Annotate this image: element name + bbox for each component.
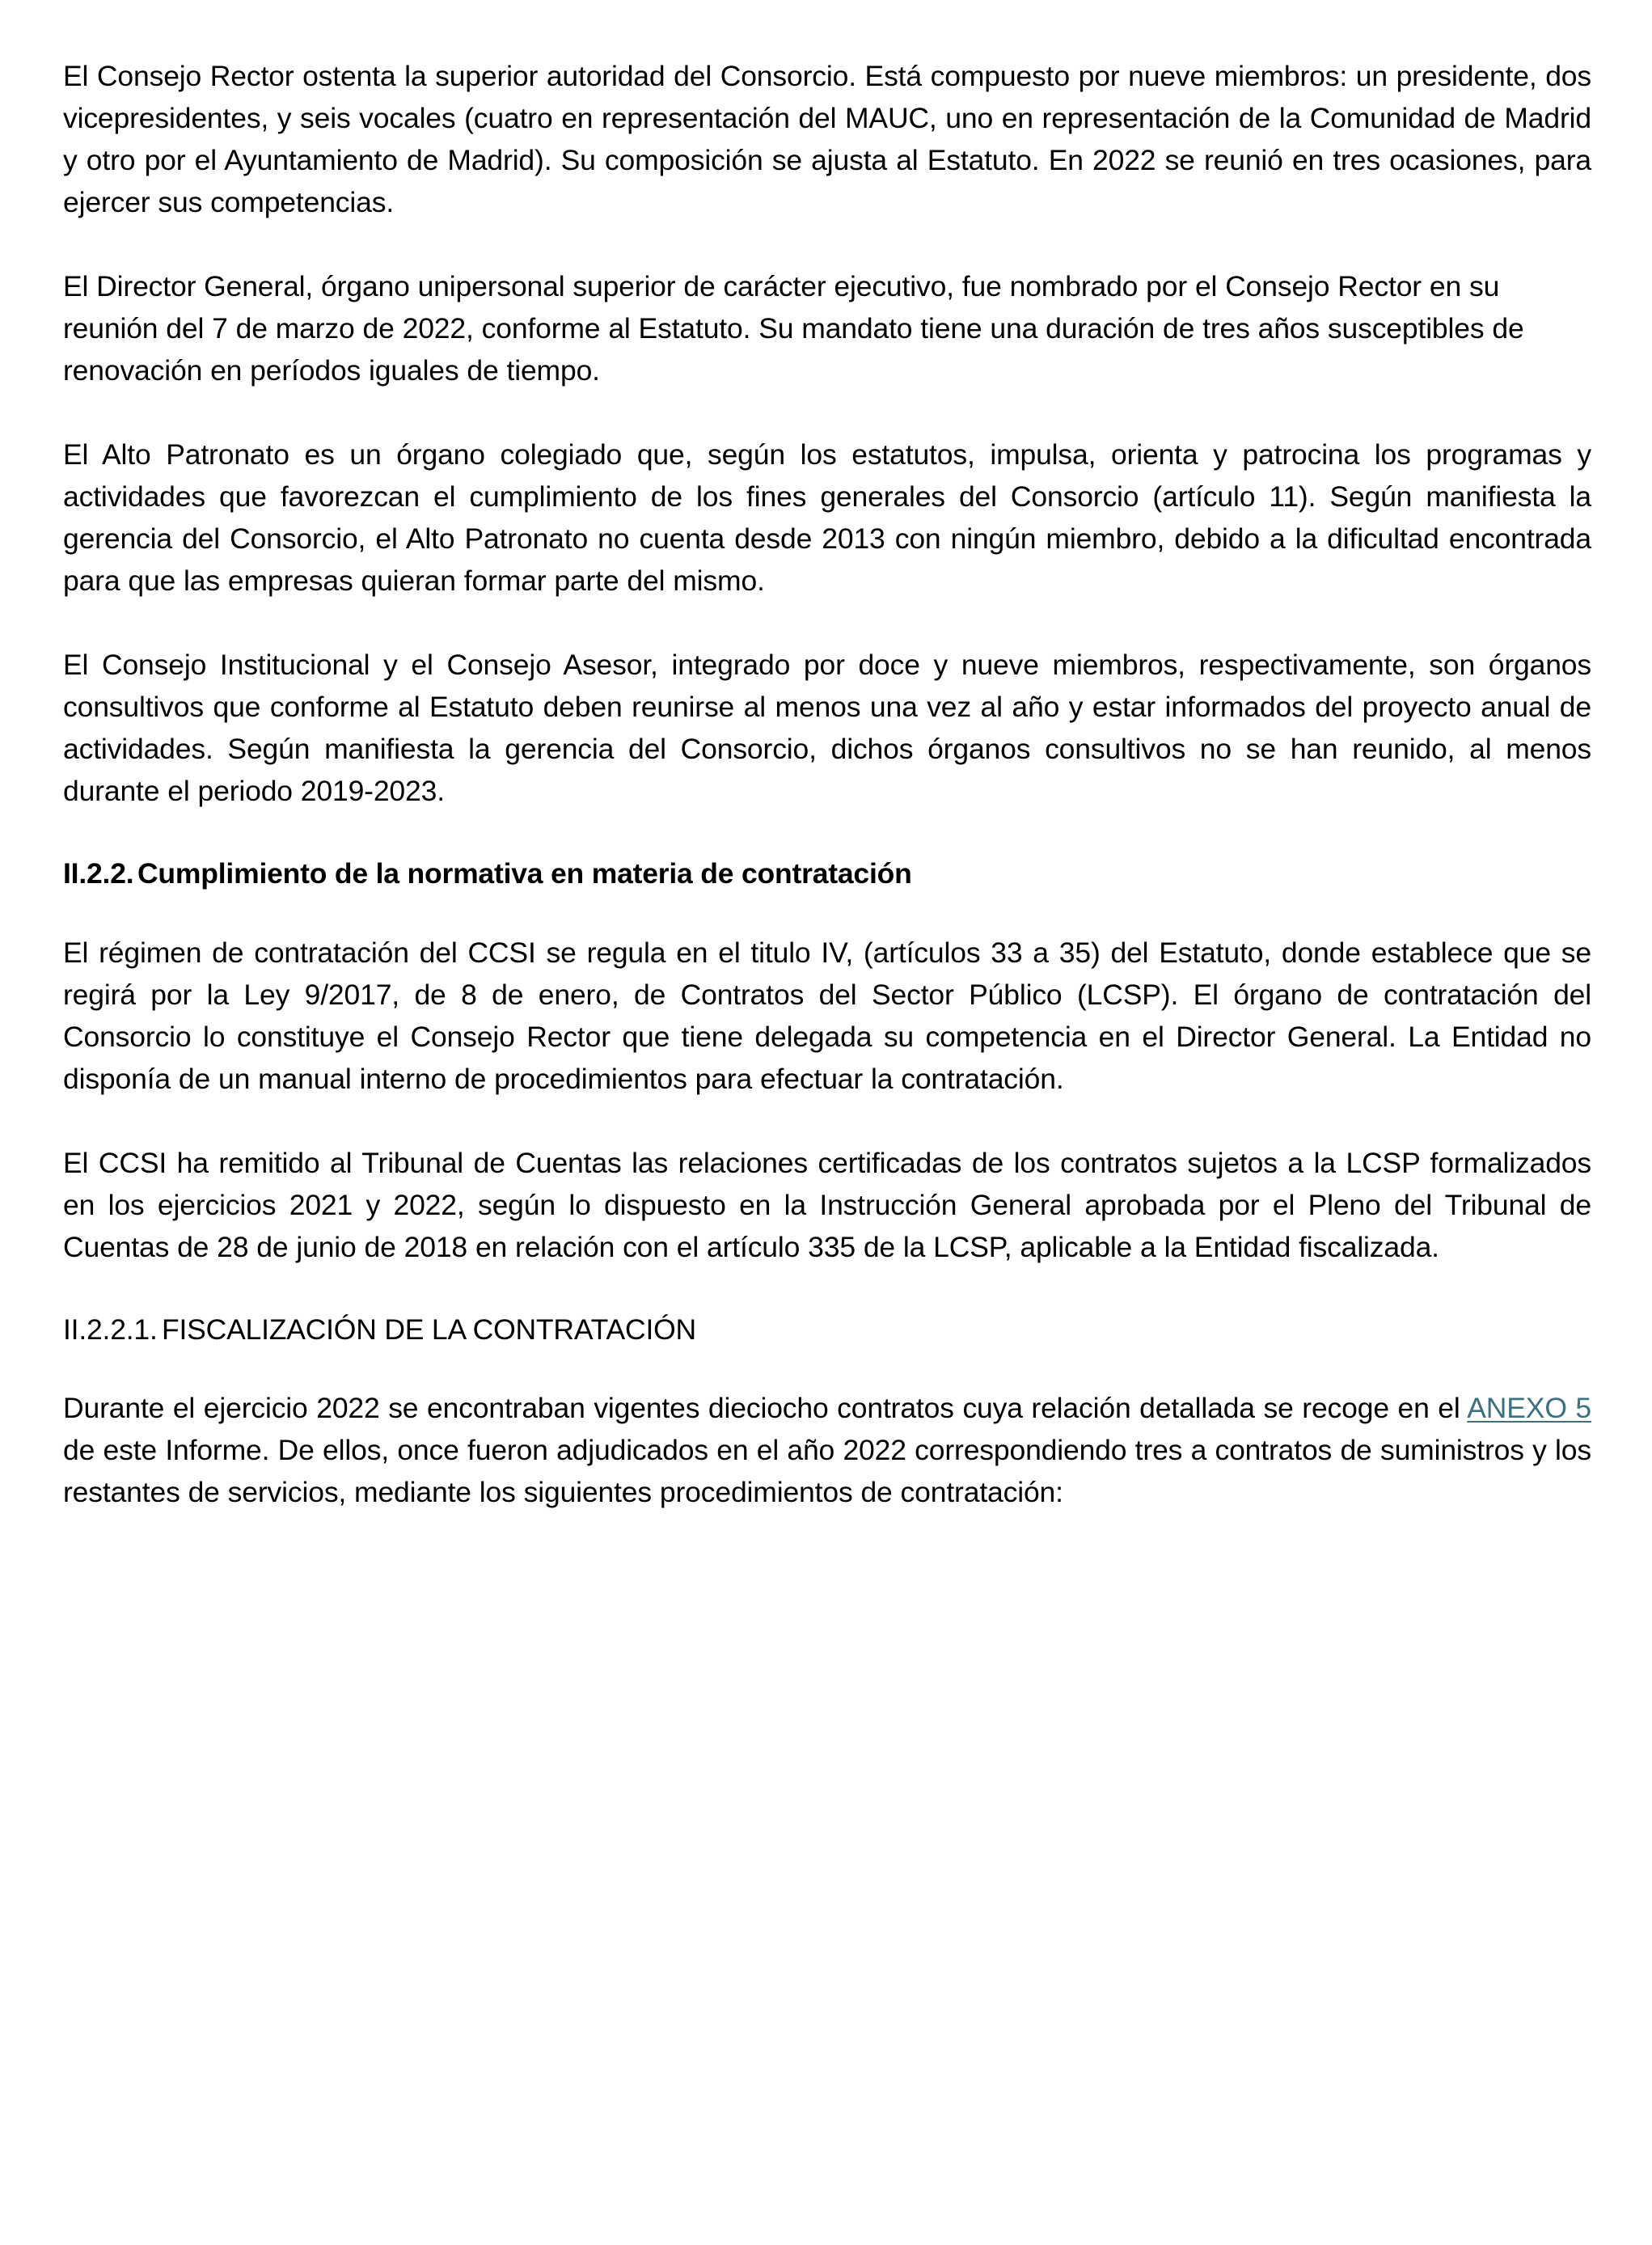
paragraph-alto-patronato: El Alto Patronato es un órgano colegiado que, según los estatutos, impulsa, orienta y patrocina los programas y actividades que favorezcan el cumplimiento de los fines generales del Consorcio (artículo 11). Según manifiesta la gerencia del Consorcio, el Alto Patronato no cuenta desde 2013 con ningún miembro, debido a la dificultad encontrada para que las empresas quieran formar parte del mismo. (63, 438, 1591, 597)
heading-II-2-2-1 (63, 1310, 1591, 1351)
paragraph-consejo-rector: El Consejo Rector ostenta la superior autoridad del Consorcio. Está compuesto por nueve miembros: un presidente, dos vicepresidentes, y seis vocales (cuatro en representación del MAUC, uno en representación de la Comunidad de Madrid y otro por el Ayuntamiento de Madrid). Su composición se ajusta al Estatuto. En 2022 se reunió en tres ocasiones, para ejercer sus competencias. (63, 60, 1591, 218)
paragraph-consejo-institucional: El Consejo Institucional y el Consejo Asesor, integrado por doce y nueve miembros, respectivamente, son órganos consultivos que conforme al Estatuto deben reunirse al menos una vez al año y estar informados del proyecto anual de actividades. Según manifiesta la gerencia del Consorcio, dichos órganos consultivos no se han reunido, al menos durante el periodo 2019-2023. (63, 649, 1591, 807)
page-bottom-whitespace (63, 1555, 1591, 2073)
heading-II-2-2-1-number: II.2.2.1. (63, 1313, 158, 1346)
paragraph-ccsi-tribunal-cuentas: El CCSI ha remitido al Tribunal de Cuentas las relaciones certificadas de los contratos sujetos a la LCSP formalizados en los ejercicios 2021 y 2022, según lo dispuesto en la Instrucción General aprobada por el Pleno del Tribunal de Cuentas de 28 de junio de 2018 en relación con el artículo 335 de la LCSP, aplicable a la Entidad fiscalizada. (63, 1146, 1591, 1263)
heading-II-2-2 (63, 854, 1591, 894)
heading-II-2-2-title: Cumplimiento de la normativa en materia de contratación (137, 857, 912, 890)
paragraph-regimen-contratacion: El régimen de contratación del CCSI se regula en el titulo IV, (artículos 33 a 35) del Estatuto, donde establece que se regirá por la Ley 9/2017, de 8 de enero, de Contratos del Sector Público (LCSP). El órgano de contratación del Consorcio lo constituye el Consejo Rector que tiene delegada su competencia en el Director General. La Entidad no disponía de un manual interno de procedimientos para efectuar la contratación. (63, 936, 1591, 1095)
anexo-5-link[interactable]: ANEXO 5 (1467, 1392, 1591, 1425)
page-content (63, 55, 1591, 2073)
heading-II-2-2-number: II.2.2. (63, 857, 134, 890)
paragraph-ejercicio-2022 (63, 1387, 1591, 1513)
paragraph-ejercicio-2022-text-before: Durante el ejercicio 2022 se encontraban vigentes dieciocho contratos cuya relación detallada se recoge en el (63, 1392, 1468, 1425)
paragraph-director-general: El Director General, órgano unipersonal superior de carácter ejecutivo, fue nombrado por el Consejo Rector en su reunión del 7 de marzo de 2022, conforme al Estatuto. Su mandato tiene una duración de tres años susceptibles de renovación en períodos iguales de tiempo. (63, 270, 1524, 387)
heading-II-2-2-1-title: FISCALIZACIÓN DE LA CONTRATACIÓN (162, 1313, 696, 1346)
paragraph-ejercicio-2022-text-after: de este Informe. De ellos, once fueron adjudicados en el año 2022 correspondiendo tres a contratos de suministros y los restantes de servicios, mediante los siguientes procedimientos de contratación: (63, 1434, 1591, 1509)
